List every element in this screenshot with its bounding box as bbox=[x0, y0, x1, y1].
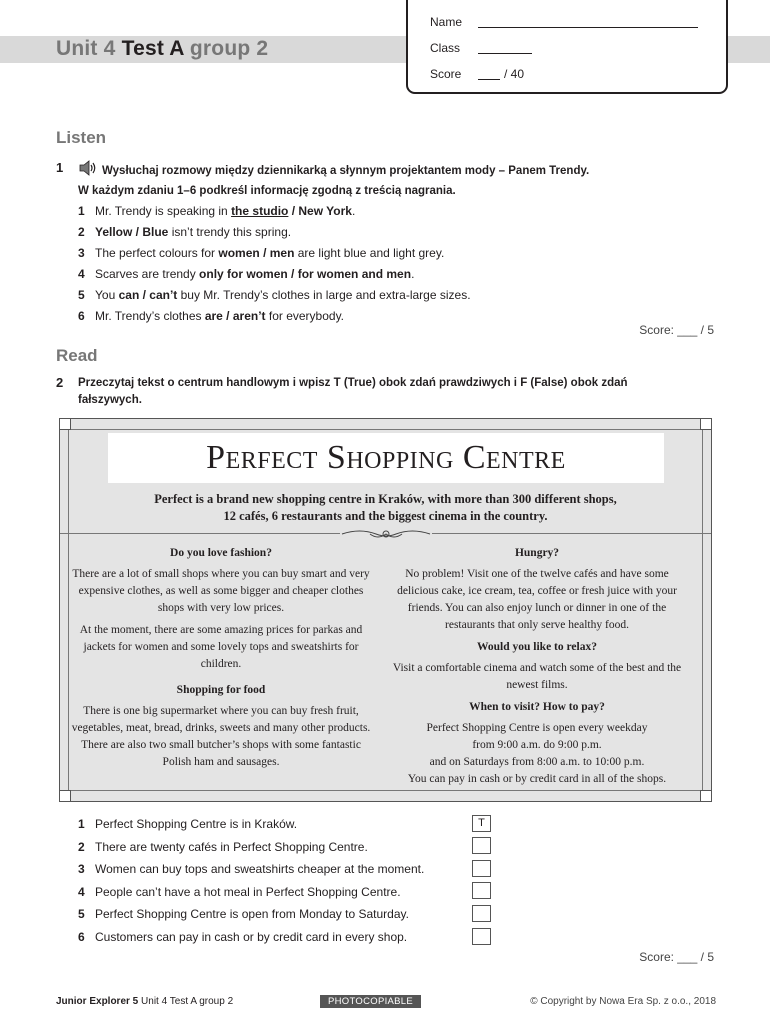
name-field[interactable] bbox=[478, 27, 698, 28]
corner-ornament-icon bbox=[59, 418, 71, 430]
item-text: Mr. Trendy’s clothes bbox=[95, 309, 205, 323]
instruction-line: Wysłuchaj rozmowy między dziennikarką a słynnym projektantem mody – Panem Trendy. bbox=[102, 165, 590, 178]
item-text: . bbox=[411, 267, 415, 281]
read-heading: Read bbox=[56, 346, 98, 365]
subheading: When to visit? How to pay? bbox=[469, 701, 605, 713]
corner-ornament-icon bbox=[700, 418, 712, 430]
answer-box[interactable] bbox=[472, 860, 491, 877]
paragraph-line: and on Saturdays from 8:00 a.m. to 10:00 p.m. bbox=[429, 756, 645, 768]
answer-option[interactable]: women / men bbox=[218, 246, 295, 260]
item-text: There are twenty cafés in Perfect Shopping Centre. bbox=[95, 839, 368, 854]
score-total: / 40 bbox=[504, 67, 525, 81]
footer bbox=[56, 996, 716, 1007]
item-text: Women can buy tops and sweatshirts cheaper at the moment. bbox=[95, 862, 425, 876]
subheading: Would you like to relax? bbox=[477, 641, 597, 653]
item-text: You bbox=[95, 288, 119, 302]
item-text: The perfect colours for bbox=[95, 246, 219, 260]
answer-box[interactable] bbox=[472, 905, 491, 922]
score-label: Score bbox=[430, 67, 462, 81]
answer-box[interactable] bbox=[472, 837, 491, 854]
class-label: Class bbox=[430, 41, 461, 55]
answer-option[interactable]: the studio bbox=[231, 204, 289, 218]
intro-line: 12 cafés, 6 restaurants and the biggest cinema in the country. bbox=[223, 509, 548, 523]
answer-option[interactable]: can / can’t bbox=[118, 288, 178, 302]
paragraph: No problem! Visit one of the twelve cafés and have some delicious cake, ice cream, tea, coffee or fresh juice with your friends. You can also enjoy lunch or dinner in one of the restaurants that only serve healthy food. bbox=[397, 568, 677, 631]
item-text: isn’t trendy this spring. bbox=[168, 225, 292, 239]
page-title bbox=[56, 37, 268, 61]
item-text: Mr. Trendy is speaking in bbox=[95, 204, 232, 218]
student-info-box bbox=[406, 0, 728, 94]
article-right-column bbox=[384, 545, 690, 793]
item-text: Perfect Shopping Centre is open from Monday to Saturday. bbox=[95, 907, 409, 921]
item-text: buy Mr. Trendy’s clothes in large and extra-large sizes. bbox=[177, 288, 471, 302]
item-text: Perfect Shopping Centre is in Kraków. bbox=[95, 817, 298, 831]
item-number: 1 bbox=[78, 204, 85, 218]
item-number: 1 bbox=[78, 817, 85, 831]
task-number: 1 bbox=[56, 160, 64, 175]
instruction-line: Przeczytaj tekst o centrum handlowym i wpisz T (True) obok zdań prawdziwych i F (False) obok zdań bbox=[78, 377, 628, 389]
score-field[interactable] bbox=[478, 79, 500, 80]
item-number: 6 bbox=[78, 309, 85, 323]
copyright: © Copyright by Nowa Era Sp. z o.o., 2018 bbox=[530, 996, 716, 1007]
unit-label: Unit 4 bbox=[56, 37, 116, 60]
answer-box[interactable] bbox=[472, 882, 491, 899]
intro-line: Perfect is a brand new shopping centre in Kraków, with more than 300 different shops, bbox=[154, 492, 617, 506]
item-text: Scarves are trendy bbox=[95, 267, 200, 281]
answer-option[interactable]: only for women / for women and men bbox=[199, 267, 412, 281]
subheading: Hungry? bbox=[514, 547, 560, 559]
read-score: Score: ___ / 5 bbox=[639, 950, 714, 964]
subheading: Shopping for food bbox=[176, 684, 266, 696]
speaker-icon[interactable] bbox=[78, 159, 98, 183]
listen-score: Score: ___ / 5 bbox=[639, 323, 714, 337]
series-name: Junior Explorer 5 bbox=[56, 996, 139, 1007]
subheading: Do you love fashion? bbox=[170, 547, 272, 559]
item-number: 2 bbox=[78, 225, 85, 239]
corner-ornament-icon bbox=[700, 790, 712, 802]
test-label: Test A bbox=[121, 37, 184, 60]
answer-box[interactable] bbox=[472, 928, 491, 945]
answer-box[interactable]: T bbox=[472, 815, 491, 832]
reading-text-panel bbox=[59, 418, 712, 802]
class-row bbox=[430, 41, 460, 55]
listen-heading: Listen bbox=[56, 128, 107, 147]
item-text: People can’t have a hot meal in Perfect Shopping Centre. bbox=[95, 884, 401, 899]
footer-unit: Unit 4 Test A group 2 bbox=[141, 996, 234, 1007]
paragraph: Visit a comfortable cinema and watch some of the best and the newest films. bbox=[392, 662, 682, 691]
corner-ornament-icon bbox=[59, 790, 71, 802]
instruction-line: W każdym zdaniu 1–6 podkreśl informację zgodną z treścią nagrania. bbox=[78, 185, 456, 197]
paragraph: There are a lot of small shops where you can buy smart and very expensive clothes, as well as some bigger and cheaper clothes shops with very low prices. bbox=[72, 568, 370, 614]
name-label: Name bbox=[430, 15, 463, 29]
paragraph-line: You can pay in cash or by credit card in all of the shops. bbox=[407, 773, 667, 785]
paragraph-line: from 9:00 a.m. do 9:00 p.m. bbox=[472, 739, 602, 751]
name-row bbox=[430, 15, 462, 29]
article-left-column bbox=[68, 545, 374, 776]
class-field[interactable] bbox=[478, 53, 532, 54]
item-number: 5 bbox=[78, 907, 85, 921]
listen-instruction bbox=[78, 159, 718, 200]
item-text: Customers can pay in cash or by credit card in every shop. bbox=[95, 929, 408, 944]
item-number: 3 bbox=[78, 246, 85, 260]
answer-option[interactable]: Yellow / Blue bbox=[95, 225, 169, 239]
answer-option[interactable]: / New York bbox=[288, 204, 352, 218]
task-number: 2 bbox=[56, 375, 64, 390]
article-title: Perfect Shopping Centre bbox=[206, 439, 566, 476]
item-number: 3 bbox=[78, 862, 85, 876]
item-number: 4 bbox=[78, 884, 85, 899]
title-banner bbox=[108, 433, 664, 483]
item-text: are light blue and light grey. bbox=[294, 246, 445, 260]
paragraph-line: Perfect Shopping Centre is open every weekday bbox=[426, 722, 648, 734]
group-label: group 2 bbox=[189, 37, 269, 60]
item-number: 5 bbox=[78, 288, 85, 302]
score-row bbox=[430, 67, 525, 81]
item-number: 4 bbox=[78, 267, 85, 281]
answer-option[interactable]: are / aren’t bbox=[204, 309, 266, 323]
photocopiable-badge: PHOTOCOPIABLE bbox=[320, 995, 421, 1008]
flourish-ornament-icon bbox=[340, 526, 432, 542]
paragraph: There is one big supermarket where you can buy fresh fruit, vegetables, meat, bread, drinks, sweets and many other products. There are also two small butcher’s shops with some fantastic Polish ham and sausages. bbox=[71, 705, 371, 768]
paragraph: At the moment, there are some amazing prices for parkas and jackets for women and some lovely tops and sweatshirts for children. bbox=[79, 624, 363, 670]
paragraph bbox=[384, 720, 690, 788]
item-text: . bbox=[351, 204, 356, 218]
instruction-line: fałszywych. bbox=[78, 394, 142, 406]
read-instruction bbox=[78, 375, 718, 409]
article-intro bbox=[100, 491, 671, 525]
item-number: 6 bbox=[78, 929, 85, 944]
item-number: 2 bbox=[78, 839, 85, 854]
item-text: for everybody. bbox=[265, 309, 345, 323]
